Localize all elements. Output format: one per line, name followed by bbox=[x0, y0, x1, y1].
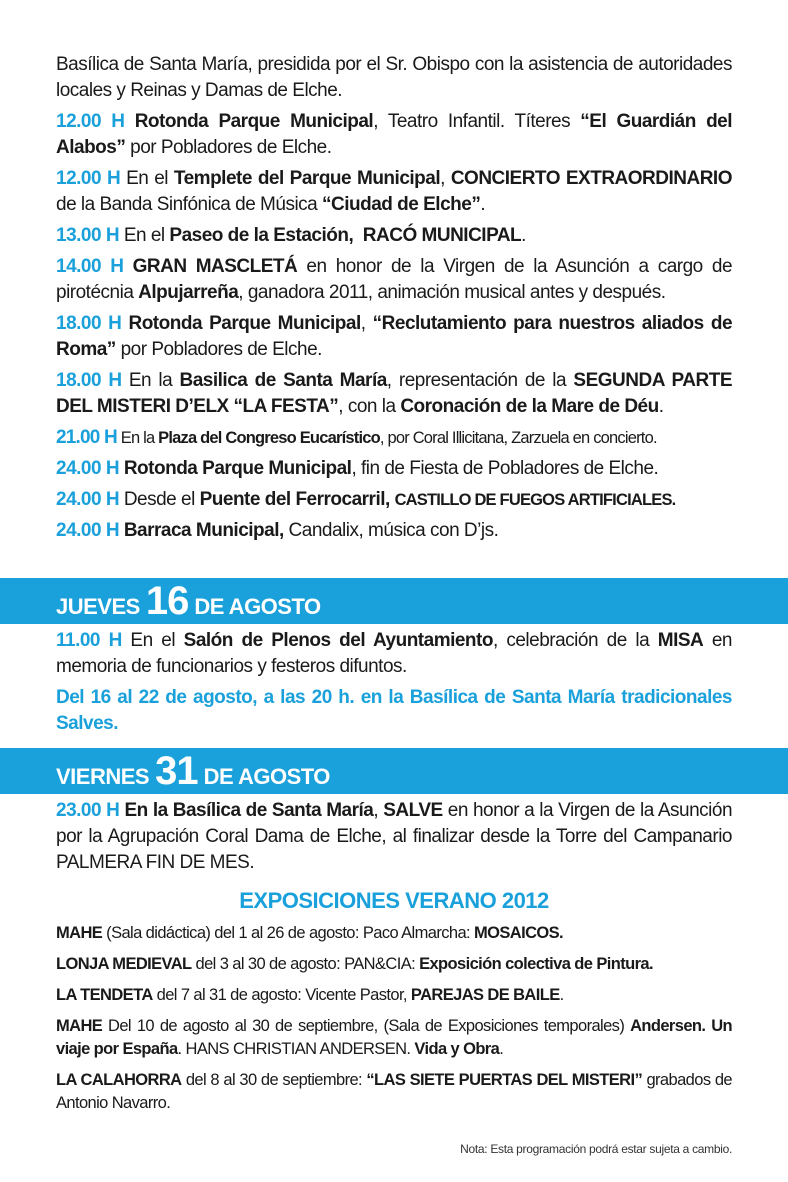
month-label: DE AGOSTO bbox=[203, 764, 330, 789]
event-place: Templete del Parque Municipal bbox=[173, 168, 441, 189]
event-item: 24.00 H Barraca Municipal, Candalix, música con D’js. bbox=[56, 520, 499, 541]
event-time: 11.00 H bbox=[56, 630, 122, 651]
exhibition-item: MAHE (Sala didáctica) del 1 al 26 de agosto: Paco Almarcha: MOSAICOS. bbox=[56, 924, 564, 942]
event-time: 18.00 H bbox=[56, 313, 122, 334]
event-place: Barraca Municipal, bbox=[123, 520, 284, 541]
weekday-label: JUEVES bbox=[56, 594, 140, 619]
event-place: Paseo de la Estación, bbox=[169, 225, 354, 246]
event-time: 21.00 H bbox=[56, 427, 117, 448]
event-time: 24.00 H bbox=[56, 489, 120, 510]
event-place: Rotonda Parque Municipal bbox=[128, 313, 361, 334]
event-place: En la Basílica de Santa María bbox=[124, 800, 374, 821]
event-time: 24.00 H bbox=[56, 458, 120, 479]
event-item: 24.00 H Rotonda Parque Municipal, fin de Fiesta de Pobladores de Elche. bbox=[56, 458, 659, 479]
event-item: 12.00 H En el Templete del Parque Municipal, CONCIERTO EXTRAORDINARIO de la Banda Sinfónica de Música “Ciudad de Elche”. bbox=[56, 168, 732, 215]
exhibition-item: MAHE Del 10 de agosto al 30 de septiembre, (Sala de Exposiciones temporales) Andersen. Un viaje por España. HANS CHRISTIAN ANDERSEN. Vida y Obra. bbox=[56, 1017, 732, 1058]
event-place: Puente del Ferrocarril, bbox=[199, 489, 390, 510]
event-item: 24.00 H Desde el Puente del Ferrocarril, CASTILLO DE FUEGOS ARTIFICIALES. bbox=[56, 489, 676, 510]
event-place: Rotonda Parque Municipal bbox=[123, 458, 352, 479]
exhibitions-list bbox=[56, 922, 732, 1123]
day-header-16 bbox=[0, 578, 788, 624]
day-number: 16 bbox=[145, 579, 189, 623]
event-item: 13.00 H En el Paseo de la Estación, RACÓ MUNICIPAL. bbox=[56, 225, 526, 246]
exhibition-item: LA CALAHORRA del 8 al 30 de septiembre: “LAS SIETE PUERTAS DEL MISTERI” grabados de Antonio Navarro. bbox=[56, 1071, 732, 1112]
event-item: 12.00 H Rotonda Parque Municipal, Teatro Infantil. Títeres “El Guardián del Alabos” por Pobladores de Elche. bbox=[56, 111, 733, 158]
exhibition-item: LA TENDETA del 7 al 31 de agosto: Vicente Pastor, PAREJAS DE BAILE. bbox=[56, 986, 564, 1004]
event-place: Basilica de Santa María bbox=[179, 370, 387, 391]
event-item: 23.00 H En la Basílica de Santa María, SALVE en honor a la Virgen de la Asunción por la Agrupación Coral Dama de Elche, al finalizar desde la Torre del Campanario PALMERA FIN DE MES. bbox=[56, 800, 733, 873]
day-header-31 bbox=[0, 748, 788, 794]
event-item: 18.00 H Rotonda Parque Municipal, “Reclutamiento para nuestros aliados de Roma” por Pobladores de Elche. bbox=[56, 313, 733, 360]
events-block-31 bbox=[56, 798, 732, 881]
event-place: Rotonda Parque Municipal bbox=[134, 111, 374, 132]
day-number: 31 bbox=[155, 749, 198, 793]
event-time: 23.00 H bbox=[56, 800, 120, 821]
event-item: 18.00 H En la Basilica de Santa María, representación de la SEGUNDA PARTE DEL MISTERI D’ELX “LA FESTA”, con la Coronación de la Mare de Déu. bbox=[56, 370, 732, 417]
events-block-16 bbox=[56, 628, 732, 742]
salves-note: Del 16 al 22 de agosto, a las 20 h. en la Basílica de Santa María tradicionales Salves. bbox=[56, 687, 732, 734]
events-block-15 bbox=[56, 52, 732, 549]
event-time: 13.00 H bbox=[56, 225, 120, 246]
event-time: 24.00 H bbox=[56, 520, 120, 541]
event-item: 21.00 H En la Plaza del Congreso Eucarístico, por Coral Illicitana, Zarzuela en concierto. bbox=[56, 427, 657, 448]
event-time: 14.00 H bbox=[56, 256, 124, 277]
intro-text: Basílica de Santa María, presidida por el Sr. Obispo con la asistencia de autoridades locales y Reinas y Damas de Elche. bbox=[56, 54, 732, 101]
event-place: GRAN MASCLETÁ bbox=[132, 256, 298, 277]
event-time: 18.00 H bbox=[56, 370, 122, 391]
event-place: Plaza del Congreso Eucarístico bbox=[158, 429, 380, 447]
event-time: 12.00 H bbox=[56, 168, 121, 189]
event-item: 14.00 H GRAN MASCLETÁ en honor de la Virgen de la Asunción a cargo de pirotécnia Alpujarreña, ganadora 2011, animación musical antes y después. bbox=[56, 256, 733, 303]
event-time: 12.00 H bbox=[56, 111, 125, 132]
footnote: Nota: Esta programación podrá estar sujeta a cambio. bbox=[460, 1142, 732, 1156]
exhibition-item: LONJA MEDIEVAL del 3 al 30 de agosto: PAN&CIA: Exposición colectiva de Pintura. bbox=[56, 955, 653, 973]
weekday-label: VIERNES bbox=[56, 764, 150, 789]
exhibitions-title: EXPOSICIONES VERANO 2012 bbox=[239, 888, 549, 913]
event-place: Salón de Plenos del Ayuntamiento bbox=[183, 630, 493, 651]
event-item: 11.00 H En el Salón de Plenos del Ayuntamiento, celebración de la MISA en memoria de funcionarios y festeros difuntos. bbox=[56, 630, 732, 677]
month-label: DE AGOSTO bbox=[194, 594, 321, 619]
